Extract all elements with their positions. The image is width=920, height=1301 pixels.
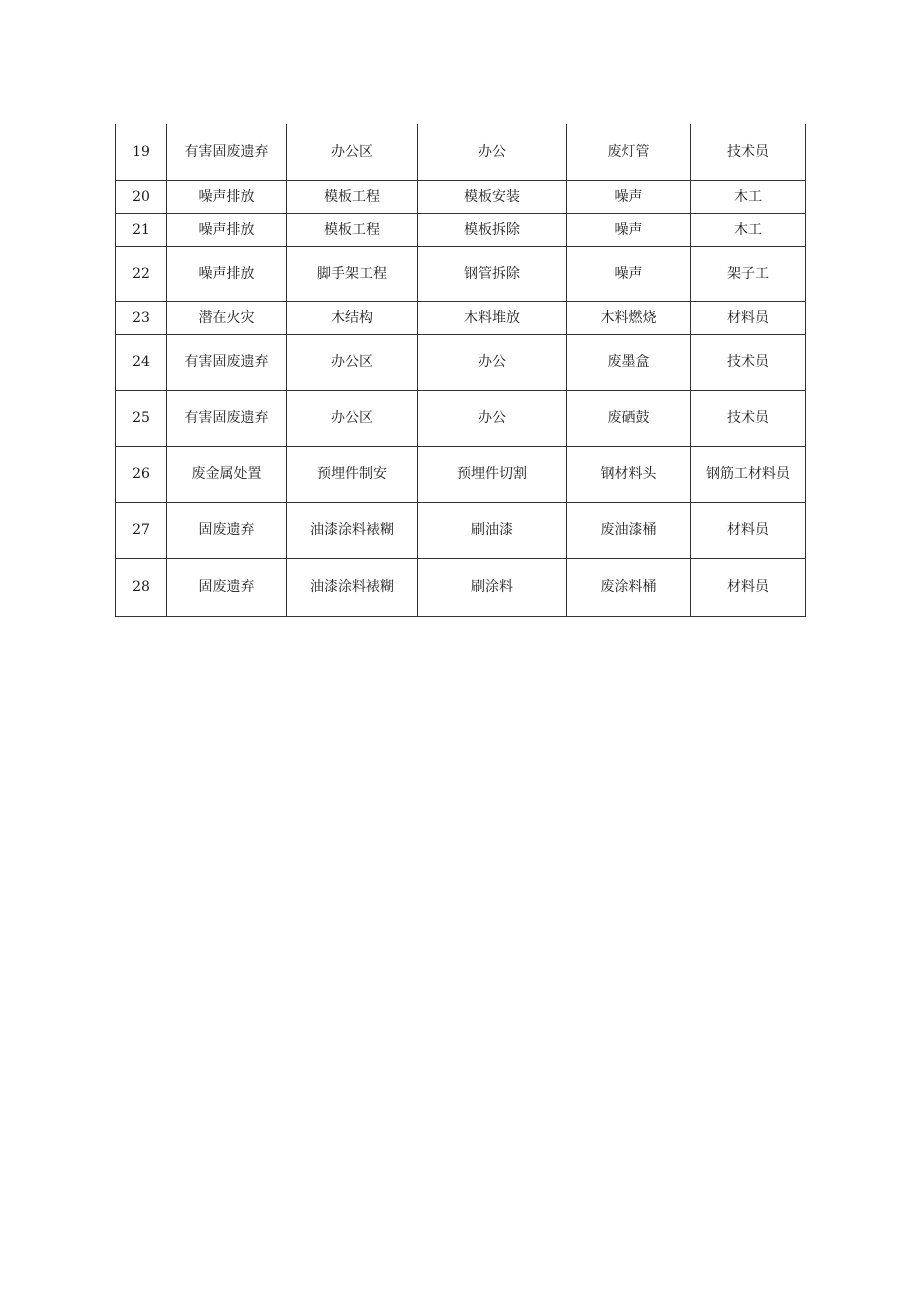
environmental-factor-table xyxy=(115,124,806,617)
factor-cell: 木料燃烧 xyxy=(567,301,691,334)
row-number: 27 xyxy=(116,502,167,558)
task-cell: 模板安装 xyxy=(418,180,567,213)
table-row xyxy=(116,446,806,502)
area-cell: 油漆涂料裱糊 xyxy=(287,502,418,558)
role-cell: 材料员 xyxy=(691,502,806,558)
role-cell: 技术员 xyxy=(691,390,806,446)
area-cell: 模板工程 xyxy=(287,213,418,246)
factor-cell: 废油漆桶 xyxy=(567,502,691,558)
task-cell: 模板拆除 xyxy=(418,213,567,246)
row-number: 25 xyxy=(116,390,167,446)
factor-cell: 噪声 xyxy=(567,213,691,246)
role-cell: 架子工 xyxy=(691,246,806,301)
task-cell: 预埋件切割 xyxy=(418,446,567,502)
area-cell: 脚手架工程 xyxy=(287,246,418,301)
task-cell: 刷涂料 xyxy=(418,558,567,616)
activity-cell: 噪声排放 xyxy=(167,180,287,213)
area-cell: 办公区 xyxy=(287,390,418,446)
table-row xyxy=(116,301,806,334)
factor-cell: 钢材料头 xyxy=(567,446,691,502)
table-row xyxy=(116,124,806,180)
row-number: 28 xyxy=(116,558,167,616)
row-number: 20 xyxy=(116,180,167,213)
activity-cell: 固废遗弃 xyxy=(167,502,287,558)
table-row xyxy=(116,390,806,446)
task-cell: 刷油漆 xyxy=(418,502,567,558)
activity-cell: 废金属处置 xyxy=(167,446,287,502)
role-cell: 技术员 xyxy=(691,124,806,180)
factor-cell: 噪声 xyxy=(567,180,691,213)
task-cell: 木料堆放 xyxy=(418,301,567,334)
area-cell: 油漆涂料裱糊 xyxy=(287,558,418,616)
task-cell: 办公 xyxy=(418,334,567,390)
activity-cell: 潜在火灾 xyxy=(167,301,287,334)
factor-cell: 废硒鼓 xyxy=(567,390,691,446)
activity-cell: 噪声排放 xyxy=(167,246,287,301)
table-row xyxy=(116,180,806,213)
factor-cell: 废涂料桶 xyxy=(567,558,691,616)
role-cell: 技术员 xyxy=(691,334,806,390)
activity-cell: 有害固废遗弃 xyxy=(167,390,287,446)
role-cell: 木工 xyxy=(691,180,806,213)
role-cell: 木工 xyxy=(691,213,806,246)
area-cell: 模板工程 xyxy=(287,180,418,213)
table-row xyxy=(116,213,806,246)
role-cell: 钢筋工材料员 xyxy=(691,446,806,502)
row-number: 26 xyxy=(116,446,167,502)
role-cell: 材料员 xyxy=(691,558,806,616)
row-number: 21 xyxy=(116,213,167,246)
row-number: 24 xyxy=(116,334,167,390)
task-cell: 办公 xyxy=(418,124,567,180)
row-number: 23 xyxy=(116,301,167,334)
factor-cell: 废墨盒 xyxy=(567,334,691,390)
table-row xyxy=(116,246,806,301)
activity-cell: 有害固废遗弃 xyxy=(167,124,287,180)
area-cell: 预埋件制安 xyxy=(287,446,418,502)
activity-cell: 固废遗弃 xyxy=(167,558,287,616)
row-number: 19 xyxy=(116,124,167,180)
table-row xyxy=(116,502,806,558)
factor-cell: 噪声 xyxy=(567,246,691,301)
activity-cell: 有害固废遗弃 xyxy=(167,334,287,390)
table-row xyxy=(116,558,806,616)
factor-cell: 废灯管 xyxy=(567,124,691,180)
activity-cell: 噪声排放 xyxy=(167,213,287,246)
area-cell: 办公区 xyxy=(287,124,418,180)
role-cell: 材料员 xyxy=(691,301,806,334)
area-cell: 木结构 xyxy=(287,301,418,334)
task-cell: 办公 xyxy=(418,390,567,446)
table-row xyxy=(116,334,806,390)
row-number: 22 xyxy=(116,246,167,301)
task-cell: 钢管拆除 xyxy=(418,246,567,301)
area-cell: 办公区 xyxy=(287,334,418,390)
